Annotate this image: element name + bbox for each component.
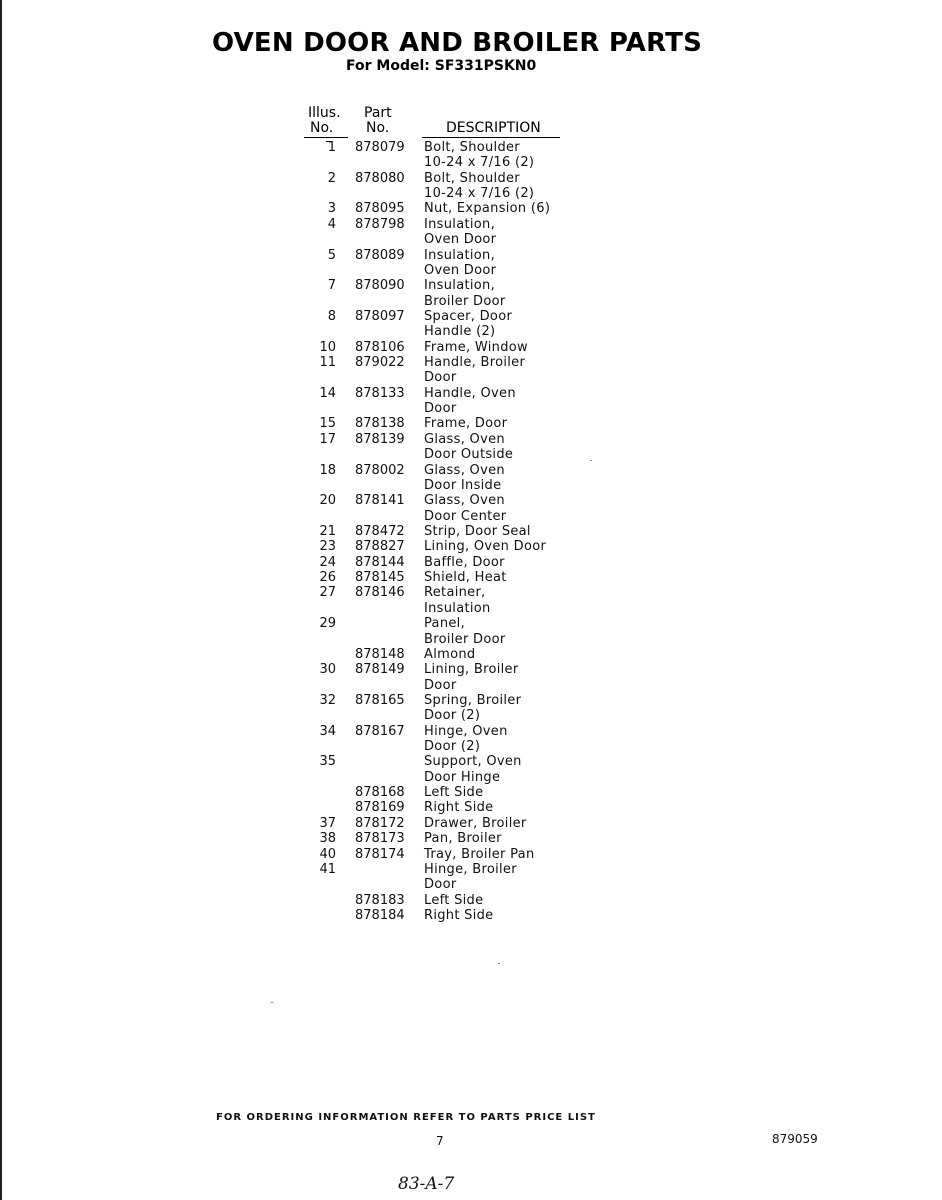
table-row [300, 416, 570, 431]
scan-speck [271, 1002, 273, 1003]
part-number: 878089 [355, 247, 405, 263]
illus-number: 10 [319, 339, 336, 355]
table-row [300, 355, 570, 370]
part-number: 878183 [355, 892, 405, 908]
table-header [300, 104, 570, 140]
table-row [300, 294, 570, 309]
illus-number: 5 [327, 247, 336, 263]
table-row [300, 309, 570, 324]
part-number: 878141 [355, 493, 405, 509]
part-description: Door [424, 401, 457, 417]
part-description: Almond [424, 646, 476, 662]
part-description: Door (2) [424, 739, 481, 755]
table-row [300, 570, 570, 585]
illus-number: 34 [319, 723, 336, 739]
part-description: Lining, Oven Door [424, 539, 547, 555]
header-illus-line2: No. [310, 120, 334, 136]
part-description: Insulation, [424, 278, 495, 294]
illus-number: 32 [319, 692, 336, 708]
part-description: 10-24 x 7/16 (2) [424, 186, 535, 202]
part-number: 878002 [355, 462, 405, 478]
page-title: OVEN DOOR AND BROILER PARTS [212, 28, 702, 58]
page-left-edge [0, 0, 2, 1200]
illus-number: 29 [319, 616, 336, 632]
illus-number: 23 [319, 539, 336, 555]
table-row [300, 678, 570, 693]
part-number: 878472 [355, 523, 405, 539]
illus-number: 41 [319, 861, 336, 877]
part-number: 878146 [355, 585, 405, 601]
table-row [300, 555, 570, 570]
scan-speck [590, 460, 592, 461]
table-row [300, 324, 570, 339]
header-illus-line1: Illus. [308, 105, 341, 121]
table-row [300, 785, 570, 800]
table-row [300, 278, 570, 293]
model-subtitle: For Model: SF331PSKN0 [346, 58, 537, 74]
part-description: Nut, Expansion (6) [424, 201, 551, 217]
part-number: 878106 [355, 339, 405, 355]
part-description: Pan, Broiler [424, 831, 502, 847]
part-description: Handle, Oven [424, 385, 516, 401]
table-row [300, 370, 570, 385]
illus-number: 17 [319, 431, 336, 447]
part-description: Tray, Broiler Pan [424, 846, 535, 862]
part-number: 878165 [355, 692, 405, 708]
illus-number: 14 [319, 385, 336, 401]
table-row [300, 186, 570, 201]
table-row [300, 386, 570, 401]
illus-number: 37 [319, 815, 336, 831]
part-description: Glass, Oven [424, 462, 505, 478]
table-row [300, 493, 570, 508]
illus-number: 18 [319, 462, 336, 478]
part-description: Baffle, Door [424, 554, 505, 570]
part-number: 878173 [355, 831, 405, 847]
table-row [300, 171, 570, 186]
part-description: Retainer, [424, 585, 486, 601]
table-row [300, 432, 570, 447]
illus-number: 21 [319, 523, 336, 539]
part-number: 878145 [355, 570, 405, 586]
part-description: Spacer, Door [424, 308, 513, 324]
table-row [300, 693, 570, 708]
table-row [300, 816, 570, 831]
illus-number: 11 [319, 355, 336, 371]
part-number: 878798 [355, 216, 405, 232]
page-number: 7 [436, 1134, 444, 1148]
part-description: Door [424, 877, 457, 893]
table-row [300, 800, 570, 815]
part-number: 878172 [355, 815, 405, 831]
part-description: Insulation [424, 600, 491, 616]
part-number: 878097 [355, 308, 405, 324]
part-description: Drawer, Broiler [424, 815, 527, 831]
illus-number: 40 [319, 846, 336, 862]
table-row [300, 724, 570, 739]
table-row [300, 908, 570, 923]
part-description: Door Outside [424, 447, 514, 463]
part-description: Support, Oven [424, 754, 522, 770]
part-number: 878090 [355, 278, 405, 294]
table-row [300, 248, 570, 263]
parts-table [300, 104, 570, 923]
part-description: Oven Door [424, 262, 497, 278]
illus-number: 7 [327, 278, 336, 294]
part-description: Handle, Broiler [424, 355, 526, 371]
table-row [300, 893, 570, 908]
part-number: 878138 [355, 416, 405, 432]
header-rule-illus [304, 137, 348, 138]
header-rule-description [422, 137, 560, 138]
part-description: Frame, Window [424, 339, 528, 355]
table-row [300, 877, 570, 892]
part-description: Broiler Door [424, 631, 506, 647]
part-description: Door [424, 677, 457, 693]
table-row [300, 217, 570, 232]
part-number: 878174 [355, 846, 405, 862]
part-description: Right Side [424, 800, 494, 816]
table-row [300, 140, 570, 155]
part-description: Glass, Oven [424, 493, 505, 509]
illus-number: 1 [327, 140, 336, 155]
table-row [300, 447, 570, 462]
part-number: 879022 [355, 355, 405, 371]
illus-number: 2 [327, 170, 336, 186]
table-row [300, 847, 570, 862]
table-row [300, 616, 570, 631]
part-number: 878133 [355, 385, 405, 401]
part-description: Hinge, Oven [424, 723, 508, 739]
part-description: Glass, Oven [424, 431, 505, 447]
header-part-line2: No. [366, 120, 390, 136]
part-description: Door Inside [424, 477, 502, 493]
illus-number: 8 [327, 308, 336, 324]
table-row [300, 601, 570, 616]
illus-number: 24 [319, 554, 336, 570]
part-number: 878079 [355, 140, 405, 155]
part-description: Oven Door [424, 232, 497, 248]
part-description: Door (2) [424, 708, 481, 724]
part-number: 878080 [355, 170, 405, 186]
table-row [300, 662, 570, 677]
part-number: 878168 [355, 785, 405, 801]
table-row [300, 831, 570, 846]
part-description: Right Side [424, 907, 494, 923]
table-row [300, 340, 570, 355]
illus-number: 26 [319, 570, 336, 586]
table-row [300, 739, 570, 754]
part-description: Bolt, Shoulder [424, 170, 520, 186]
part-description: Shield, Heat [424, 570, 507, 586]
part-description: Panel, [424, 616, 466, 632]
table-row [300, 632, 570, 647]
table-row [300, 862, 570, 877]
illus-number: 38 [319, 831, 336, 847]
part-description: Bolt, Shoulder [424, 140, 520, 155]
part-number: 878827 [355, 539, 405, 555]
table-row [300, 201, 570, 216]
illus-number: 30 [319, 662, 336, 678]
part-description: Frame, Door [424, 416, 508, 432]
table-row [300, 524, 570, 539]
header-part-line1: Part [364, 105, 392, 121]
table-row [300, 708, 570, 723]
part-number: 878184 [355, 907, 405, 923]
table-row [300, 155, 570, 170]
part-number: 878144 [355, 554, 405, 570]
part-description: Hinge, Broiler [424, 861, 517, 877]
part-description: Broiler Door [424, 293, 506, 309]
part-description: Door Hinge [424, 769, 501, 785]
illus-number: 20 [319, 493, 336, 509]
table-row [300, 263, 570, 278]
illus-number: 4 [327, 216, 336, 232]
part-description: Handle (2) [424, 324, 496, 340]
table-row [300, 539, 570, 554]
part-description: Strip, Door Seal [424, 523, 531, 539]
table-row [300, 463, 570, 478]
illus-number: 15 [319, 416, 336, 432]
illus-number: 3 [327, 201, 336, 217]
table-row [300, 401, 570, 416]
table-row [300, 232, 570, 247]
table-row [300, 647, 570, 662]
scan-speck [498, 963, 500, 964]
part-number: 878167 [355, 723, 405, 739]
part-number: 878169 [355, 800, 405, 816]
part-number: 878149 [355, 662, 405, 678]
table-row [300, 585, 570, 600]
document-number: 879059 [772, 1132, 818, 1146]
part-description: Spring, Broiler [424, 692, 522, 708]
part-description: Door [424, 370, 457, 386]
illus-number: 27 [319, 585, 336, 601]
table-row [300, 754, 570, 769]
part-description: Left Side [424, 892, 484, 908]
ordering-info-note: FOR ORDERING INFORMATION REFER TO PARTS PRICE LIST [216, 1112, 596, 1123]
part-description: 10-24 x 7/16 (2) [424, 155, 535, 171]
table-row [300, 478, 570, 493]
part-description: Insulation, [424, 247, 495, 263]
table-row [300, 770, 570, 785]
table-row [300, 509, 570, 524]
handwritten-code: 83-A-7 [398, 1174, 455, 1194]
illus-number: 35 [319, 754, 336, 770]
table-body [300, 140, 570, 923]
part-description: Insulation, [424, 216, 495, 232]
part-description: Lining, Broiler [424, 662, 519, 678]
part-description: Left Side [424, 785, 484, 801]
part-number: 878095 [355, 201, 405, 217]
part-number: 878139 [355, 431, 405, 447]
part-description: Door Center [424, 508, 507, 524]
part-number: 878148 [355, 646, 405, 662]
header-description: DESCRIPTION [446, 120, 541, 136]
